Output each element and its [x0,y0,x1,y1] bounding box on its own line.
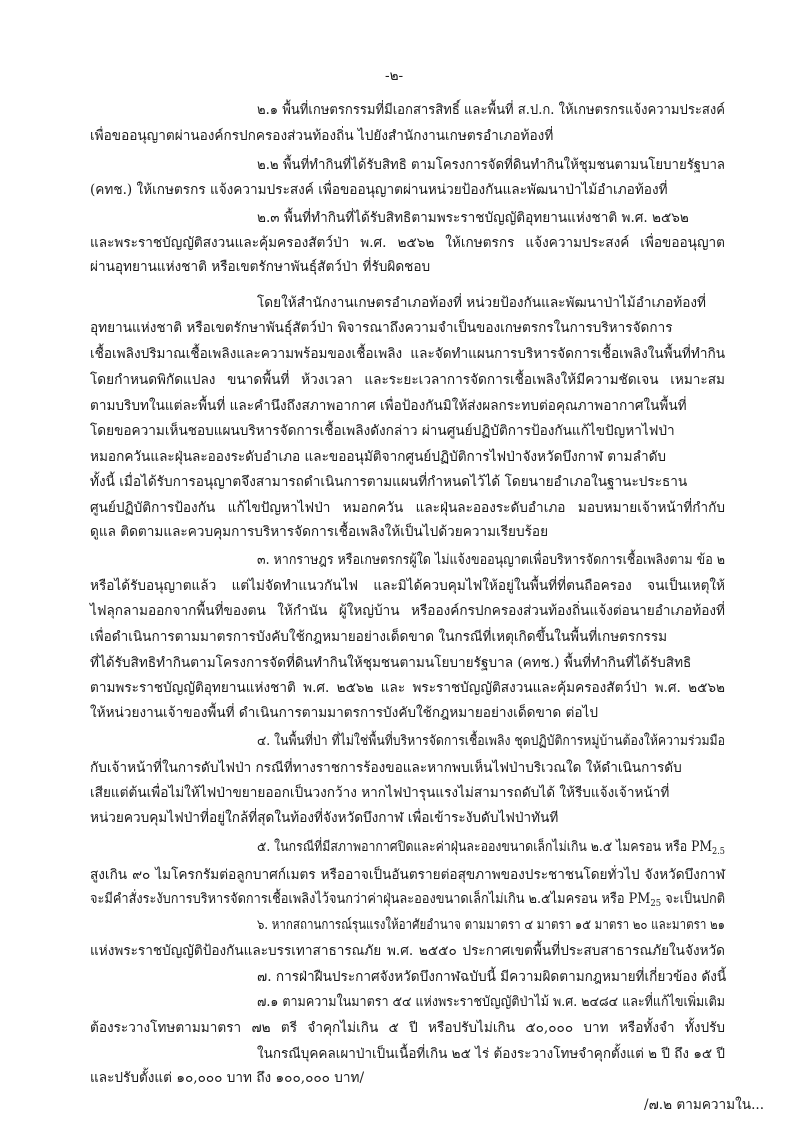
line-text: เพื่อขออนุญาตผ่านองค์กรปกครองส่วนท้องถิ่น ไปยังสำนักงานเกษตรอำเภอท้องที่ [90,128,554,144]
body-line [90,318,673,338]
body-line [90,447,666,467]
body-line [90,1018,725,1038]
line-text: โดยกำหนดพิกัดแปลง ขนาดพื้นที่ ห้วงเวลา และระยะเวลาการจัดการเชื้อเพลิงให้มีความชัดเจน เหมาะสม [90,372,725,388]
line-text: ๓. หากราษฎร หรือเกษตรกรผู้ใด ไม่แจ้งขออนุญาตเพื่อบริหารจัดการเชื้อเพลิงตาม ข้อ ๒ [257,552,725,568]
line-text: ทั้งนี้ เมื่อได้รับการอนุญาตจึงสามารถดำเนินการตามแผนที่กำหนดไว้ได้ โดยนายอำเภอในฐานะประธาน [90,474,688,490]
body-line [90,627,667,647]
line-text: และปรับตั้งแต่ ๑๐,๐๐๐ บาท ถึง ๑๐๐,๐๐๐ บาท/ [90,1070,365,1086]
line-text: ๒.๓ พื้นที่ทำกินที่ได้รับสิทธิตามพระราชบัญญัติอุทยานแห่งชาติ พ.ศ. ๒๕๖๒ [257,210,689,226]
line-text: ๔. ในพื้นที่ป่า ที่ไม่ใช่พื้นที่บริหารจัดการเชื้อเพลิง ชุดปฏิบัติการหมู่บ้านต้องให้ความร่วมมือ [257,733,726,749]
body-line [257,915,725,935]
body-line [90,678,725,698]
body-line [90,653,691,673]
body-line [90,601,725,621]
line-text: ๖. หากสถานการณ์รุนแรงให้อาศัยอำนาจ ตามมาตรา ๔ มาตรา ๑๕ มาตรา ๒๐ และมาตรา ๒๑ [257,917,726,933]
line-text: ๗.๑ ตามความในมาตรา ๕๔ แห่งพระราชบัญญัติป่าไม้ พ.ศ. ๒๔๘๔ และที่แก้ไขเพิ่มเติม [257,994,726,1010]
line-text: หน่วยควบคุมไฟป่าที่อยู่ใกล้ที่สุดในท้องที่จังหวัดบึงกาฬ เพื่อเข้าระงับดับไฟป่าทันที [90,810,559,826]
line-text: ๒.๒ พื้นที่ทำกินที่ได้รับสิทธิ ตามโครงการจัดที่ดินทำกินให้ชุมชนตามนโยบายรัฐบาล [257,157,726,173]
line-text: ดูแล ติดตามและควบคุมการบริหารจัดการเชื้อเพลิงให้เป็นไปด้วยความเรียบร้อย [90,524,549,540]
page-number: -๒- [385,68,404,84]
line-text: ศูนย์ปฏิบัติการป้องกัน แก้ไขปัญหาไฟป่า หมอกควัน และฝุ่นละอองระดับอำเภอ มอบหมายเจ้าหน้าที่กำกับ [90,500,726,516]
line-text: กับเจ้าหน้าที่ในการดับไฟป่า กรณีที่ทางราชการร้องขอและหากพบเห็นไฟป่าบริเวณใด ให้ดำเนินการดับ [90,760,682,776]
body-line [90,889,725,909]
body-line [257,992,725,1012]
line-text: ตามพระราชบัญญัติอุทยานแห่งชาติ พ.ศ. ๒๕๖๒ และ พระราชบัญญัติสงวนและคุ้มครองสัตว์ป่า พ.ศ. ๒๕๖๒ [90,680,725,696]
line-text: หมอกควันและฝุ่นละอองระดับอำเภอ และขออนุมัติจากศูนย์ปฏิบัติการไฟป่าจังหวัดบึงกาฬ ตามลำดับ [90,449,667,465]
body-line [90,1068,364,1088]
line-text: ต้องระวางโทษตามมาตรา ๗๒ ตรี จำคุกไม่เกิน ๕ ปี หรือปรับไม่เกิน ๕๐,๐๐๐ บาท หรือทั้งจำ ทั้งปรับ [90,1020,726,1036]
body-line [90,865,725,885]
line-text: (คทช.) ให้เกษตรกร แจ้งความประสงค์ เพื่อขออนุญาตผ่านหน่วยป้องกันและพัฒนาป่าไม้อำเภอท้องที่ [90,182,668,198]
body-line [90,180,668,200]
line-text: โดยให้สำนักงานเกษตรอำเภอท้องที่ หน่วยป้องกันและพัฒนาป่าไม้อำเภอท้องที่ [257,295,707,311]
body-line [257,967,726,987]
subscript: 25 [650,899,662,909]
line-text: ให้หน่วยงานเจ้าของพื้นที่ ดำเนินการตามมาตรการบังคับใช้กฎหมายอย่างเด็ดขาด ต่อไป [90,705,599,721]
line-text: เพื่อดำเนินการตามมาตรการบังคับใช้กฎหมายอย่างเด็ดขาด ในกรณีที่เหตุเกิดขึ้นในพื้นที่เกษตรกรรม [90,629,668,645]
body-line [257,1044,725,1064]
body-line [90,233,725,253]
subscript: 2.5 [712,847,726,857]
line-text: เชื้อเพลิงปริมาณเชื้อเพลิงและความพร้อมของเชื้อเพลิง และจัดทำแผนการบริหารจัดการเชื้อเพลิงในพื้นที่ทำกิน [90,346,725,362]
body-line [257,837,725,857]
body-line [257,155,725,175]
body-line [257,208,689,228]
line-text: โดยขอความเห็นชอบแผนบริหารจัดการเชื้อเพลิงดังกล่าว ผ่านศูนย์ปฏิบัติการป้องกันแก้ไขปัญหาไฟป่า [90,423,675,439]
body-line [90,941,725,961]
line-text: และพระราชบัญญัติสงวนและคุ้มครองสัตว์ป่า พ.ศ. ๒๕๖๒ ให้เกษตรกร แจ้งความประสงค์ เพื่อขออนุญาต [90,235,726,251]
line-text: ตามบริบทในแต่ละพื้นที่ และคำนึงถึงสภาพอากาศ เพื่อป้องกันมิให้ส่งผลกระทบต่อคุณภาพอากาศในพื้นที่ [90,398,687,414]
line-text: ที่ได้รับสิทธิทำกินตามโครงการจัดที่ดินทำกินให้ชุมชนตามนโยบายรัฐบาล (คทช.) พื้นที่ทำกินที่ได้รับสิทธิ [90,655,692,671]
body-line [90,703,598,723]
line-text: อุทยานแห่งชาติ หรือเขตรักษาพันธุ์สัตว์ป่า พิจารณาถึงความจำเป็นของเกษตรกรในการบริหารจัดการ [90,320,673,336]
body-line [90,421,675,441]
body-line [90,396,687,416]
line-text: ๒.๑ พื้นที่เกษตรกรรมที่มีเอกสารสิทธิ์ และพื้นที่ ส.ป.ก. ให้เกษตรกรแจ้งความประสงค์ [257,102,725,118]
line-text: ไฟลุกลามออกจากพื้นที่ของตน ให้กำนัน ผู้ใหญ่บ้าน หรือองค์กรปกครองส่วนท้องถิ่นแจ้งต่อนายอำเภอท้องที่ [90,603,726,619]
line-text: แห่งพระราชบัญญัติป้องกันและบรรเทาสาธารณภัย พ.ศ. ๒๕๕๐ ประกาศเขตพื้นที่ประสบสาธารณภัยในจังหวัด [90,943,725,959]
body-line [90,257,430,277]
line-text: ในกรณีบุคคลเผาป่าเป็นเนื้อที่เกิน ๒๕ ไร่ ต้องระวางโทษจำคุกตั้งแต่ ๒ ปี ถึง ๑๕ ปี [257,1046,726,1062]
body-line [257,293,706,313]
line-text: สูงเกิน ๙๐ ไมโครกรัมต่อลูกบาศก์เมตร หรืออาจเป็นอันตรายต่อสุขภาพของประชาชนโดยทั่วไป จังหวัดบึงกาฬ [90,867,725,883]
line-text: หรือได้รับอนุญาตแล้ว แต่ไม่จัดทำแนวกันไฟ และมิได้ควบคุมไฟให้อยู่ในพื้นที่ที่ตนถือครอง จนเป็นเหตุให้ [90,578,726,594]
body-line [90,808,558,828]
line-text: เสียแต่ต้นเพื่อไม่ให้ไฟป่าขยายออกเป็นวงกว้าง หากไฟป่ารุนแรงไม่สามารถดับได้ ให้รีบแจ้งเจ้าหน้าที่ [90,785,670,801]
body-line [90,783,669,803]
body-line [257,731,725,751]
line-text: ๕. ในกรณีที่มีสภาพอากาศปิดและค่าฝุ่นละอองขนาดเล็กไม่เกิน ๒.๕ ไมครอน หรือ PM [257,839,713,855]
line-text: จะมีคำสั่งระงับการบริหารจัดการเชื้อเพลิงไว้จนกว่าค่าฝุ่นละอองขนาดเล็กไม่เกิน ๒.๕ไมครอน หรือ PM [90,891,651,907]
body-line [90,126,553,146]
line-text: ๗. การฝ่าฝืนประกาศจังหวัดบึงกาฬฉบับนี้ มีความผิดตามกฎหมายที่เกี่ยวข้อง ดังนี้ [257,969,727,985]
body-line [90,344,725,364]
body-line [90,576,725,596]
continuation-note [644,1095,764,1115]
line-text: ผ่านอุทยานแห่งชาติ หรือเขตรักษาพันธุ์สัตว์ป่า ที่รับผิดชอบ [90,259,431,275]
body-line [90,522,548,542]
body-line [257,100,725,120]
body-line [90,370,725,390]
body-line [90,498,725,518]
body-line [90,472,687,492]
body-line [257,550,725,570]
body-line [90,758,682,778]
line-text-tail: จะเป็นปกติ [661,891,726,907]
line-text: /๗.๒ ตามความใน... [644,1097,765,1113]
